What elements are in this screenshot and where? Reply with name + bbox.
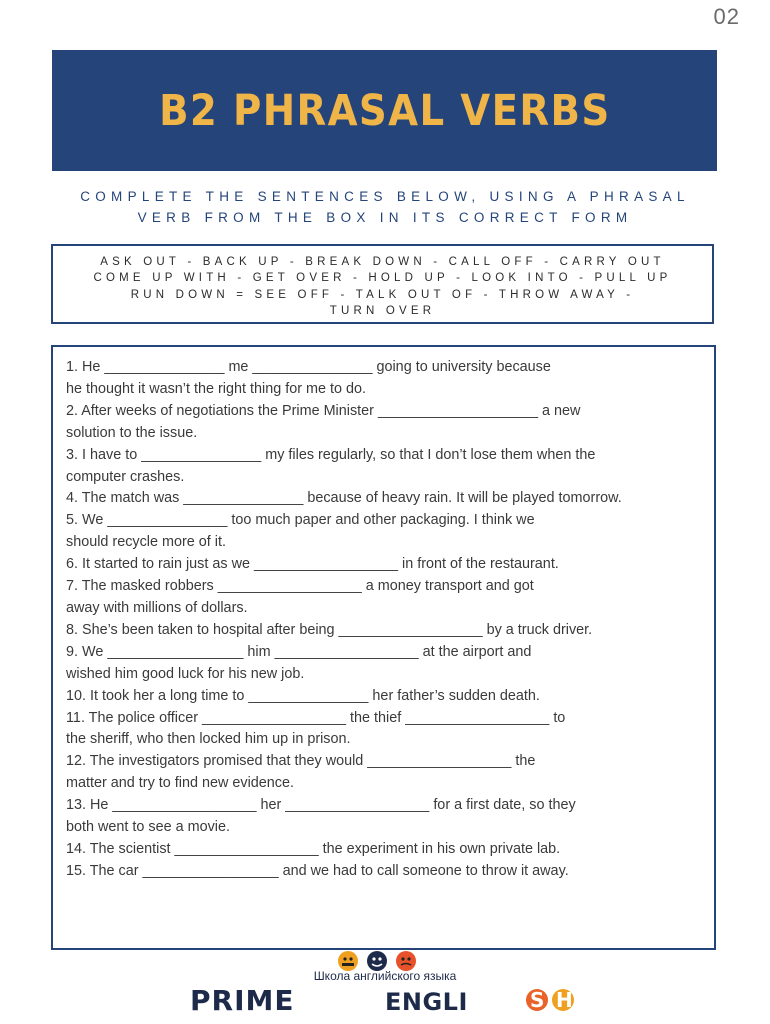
exercise-line: solution to the issue. (66, 424, 198, 441)
exercise-line: the sheriff, who then locked him up in prison. (66, 731, 351, 748)
word-box-line: TURN OVER (329, 305, 436, 318)
exercise-line: 15. The car _________________ and we had to call someone to throw it away. (66, 862, 569, 879)
navy-face-icon (367, 951, 387, 971)
orange-face-icon (338, 951, 358, 971)
exercise-line: 13. He __________________ her __________________ for a first date, so they (66, 797, 576, 814)
footer-logo (185, 950, 585, 1020)
title-banner (52, 50, 717, 171)
word-box-line: RUN DOWN = SEE OFF - TALK OUT OF - THROW AWAY - (130, 288, 635, 301)
prime-english-logo (185, 984, 585, 1014)
exercise-line: computer crashes. (66, 468, 185, 485)
exercise-line: 14. The scientist __________________ the experiment in his own private lab. (66, 840, 561, 857)
exercise-line: 2. After weeks of negotiations the Prime Minister ____________________ a new (66, 402, 581, 419)
word-box-line: ASK OUT - BACK UP - BREAK DOWN - CALL OFF - CARRY OUT (100, 256, 665, 268)
exercise-line: he thought it wasn’t the right thing for me to do. (66, 380, 366, 397)
logo-tagline: Школа английского языка (313, 969, 457, 983)
exercise-line: 1. He _______________ me _______________ going to university because (66, 359, 551, 375)
exercise-line: 6. It started to rain just as we __________________ in front of the restaurant. (66, 556, 559, 573)
exercise-line: 9. We _________________ him __________________ at the airport and (66, 643, 532, 660)
exercise-line: should recycle more of it. (66, 534, 226, 551)
svg-text:S: S (530, 988, 545, 1012)
svg-text:H: H (556, 988, 573, 1012)
page-number: 02 (713, 4, 740, 29)
exercise-line: 12. The investigators promised that they would __________________ the (66, 753, 536, 770)
svg-text:PRIME: PRIME (190, 984, 295, 1014)
phrasal-verb-box (51, 244, 714, 324)
exercise-line: 8. She’s been taken to hospital after being __________________ by a truck driver. (66, 621, 593, 638)
exercise-line: 3. I have to _______________ my files regularly, so that I don’t lose them when the (66, 446, 596, 463)
red-face-icon (396, 951, 416, 971)
word-box-line: COME UP WITH - GET OVER - HOLD UP - LOOK INTO - PULL UP (93, 272, 672, 285)
exercise-line: 7. The masked robbers __________________ a money transport and got (66, 578, 534, 595)
instructions-line: VERB FROM THE BOX IN ITS CORRECT FORM (137, 210, 633, 225)
exercise-line: matter and try to find new evidence. (66, 775, 294, 792)
instructions (40, 186, 730, 228)
exercise-line: 11. The police officer __________________ the thief __________________ to (66, 709, 566, 726)
exercise-line: both went to see a movie. (66, 819, 230, 836)
svg-text:ENGLI: ENGLI (385, 988, 468, 1014)
exercise-line: 10. It took her a long time to _______________ her father’s sudden death. (66, 687, 540, 704)
exercise-line: away with millions of dollars. (66, 599, 248, 616)
exercise-line: wished him good luck for his new job. (66, 665, 305, 682)
page-title: B2 PHRASAL VERBS (158, 85, 611, 136)
exercise-line: 5. We _______________ too much paper and other packaging. I think we (66, 512, 535, 529)
exercise-box (51, 345, 716, 950)
exercise-line: 4. The match was _______________ because of heavy rain. It will be played tomorrow. (66, 490, 622, 507)
instructions-line: COMPLETE THE SENTENCES BELOW, USING A PHRASAL (80, 189, 690, 204)
